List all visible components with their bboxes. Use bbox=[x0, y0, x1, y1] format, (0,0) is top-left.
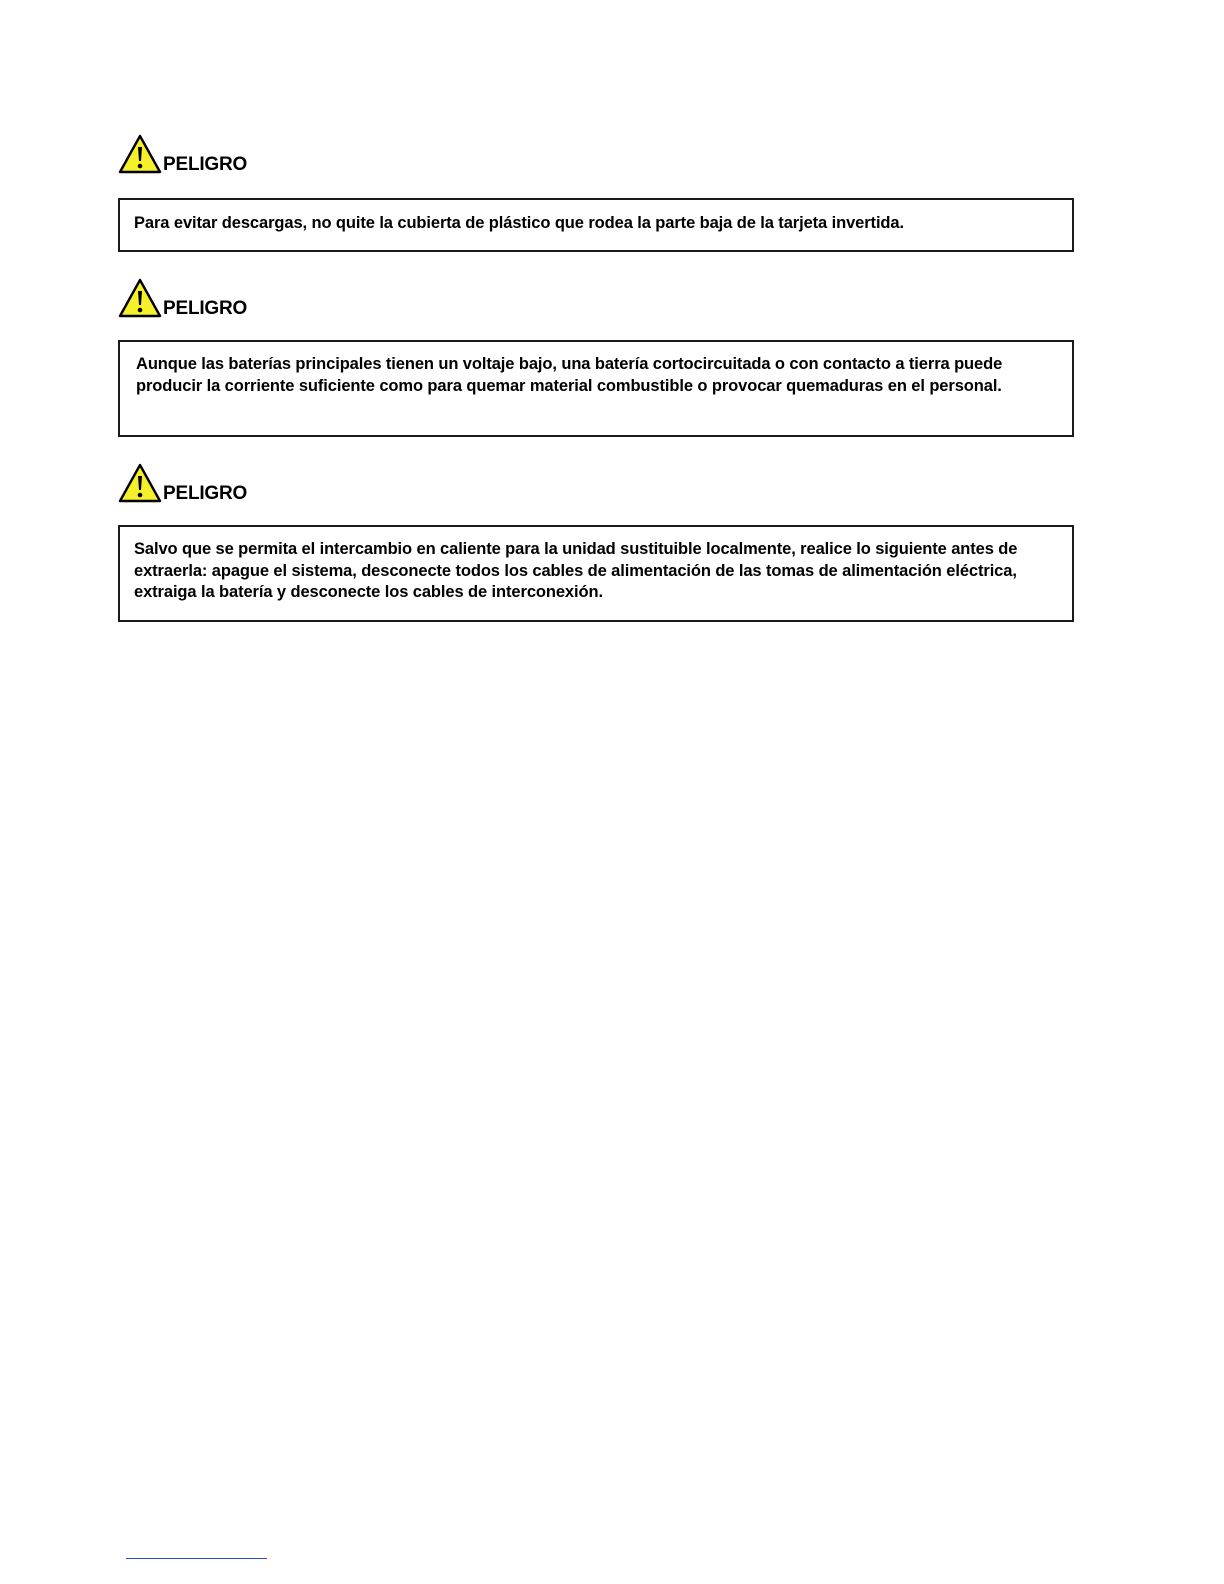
danger-label: PELIGRO bbox=[163, 154, 248, 175]
danger-message-box: Para evitar descargas, no quite la cubierta de plástico que rodea la parte baja de la tarjeta invertida. bbox=[118, 198, 1074, 252]
danger-notice-header bbox=[118, 130, 1074, 174]
warning-triangle-icon bbox=[118, 463, 162, 503]
danger-label: PELIGRO bbox=[163, 483, 248, 504]
danger-notice-1 bbox=[118, 130, 1074, 252]
warning-triangle-icon bbox=[118, 134, 162, 174]
danger-label: PELIGRO bbox=[163, 298, 248, 319]
footer-rule bbox=[126, 1558, 267, 1559]
danger-notice-2 bbox=[118, 274, 1074, 437]
danger-notice-header bbox=[118, 274, 1074, 318]
danger-message-box: Aunque las baterías principales tienen un voltaje bajo, una batería cortocircuitada o con contacto a tierra puede producir la corriente suficiente como para quemar material combustible o provocar quemaduras en el personal. bbox=[118, 340, 1074, 437]
danger-notice-3 bbox=[118, 459, 1074, 622]
danger-message-box: Salvo que se permita el intercambio en caliente para la unidad sustituible localmente, realice lo siguiente antes de extraerla: apague el sistema, desconecte todos los cables de alimentación de las tomas de alimentación eléctrica, extraiga la batería y desconecte los cables de interconexión. bbox=[118, 525, 1074, 622]
warning-triangle-icon bbox=[118, 278, 162, 318]
danger-notice-header bbox=[118, 459, 1074, 503]
